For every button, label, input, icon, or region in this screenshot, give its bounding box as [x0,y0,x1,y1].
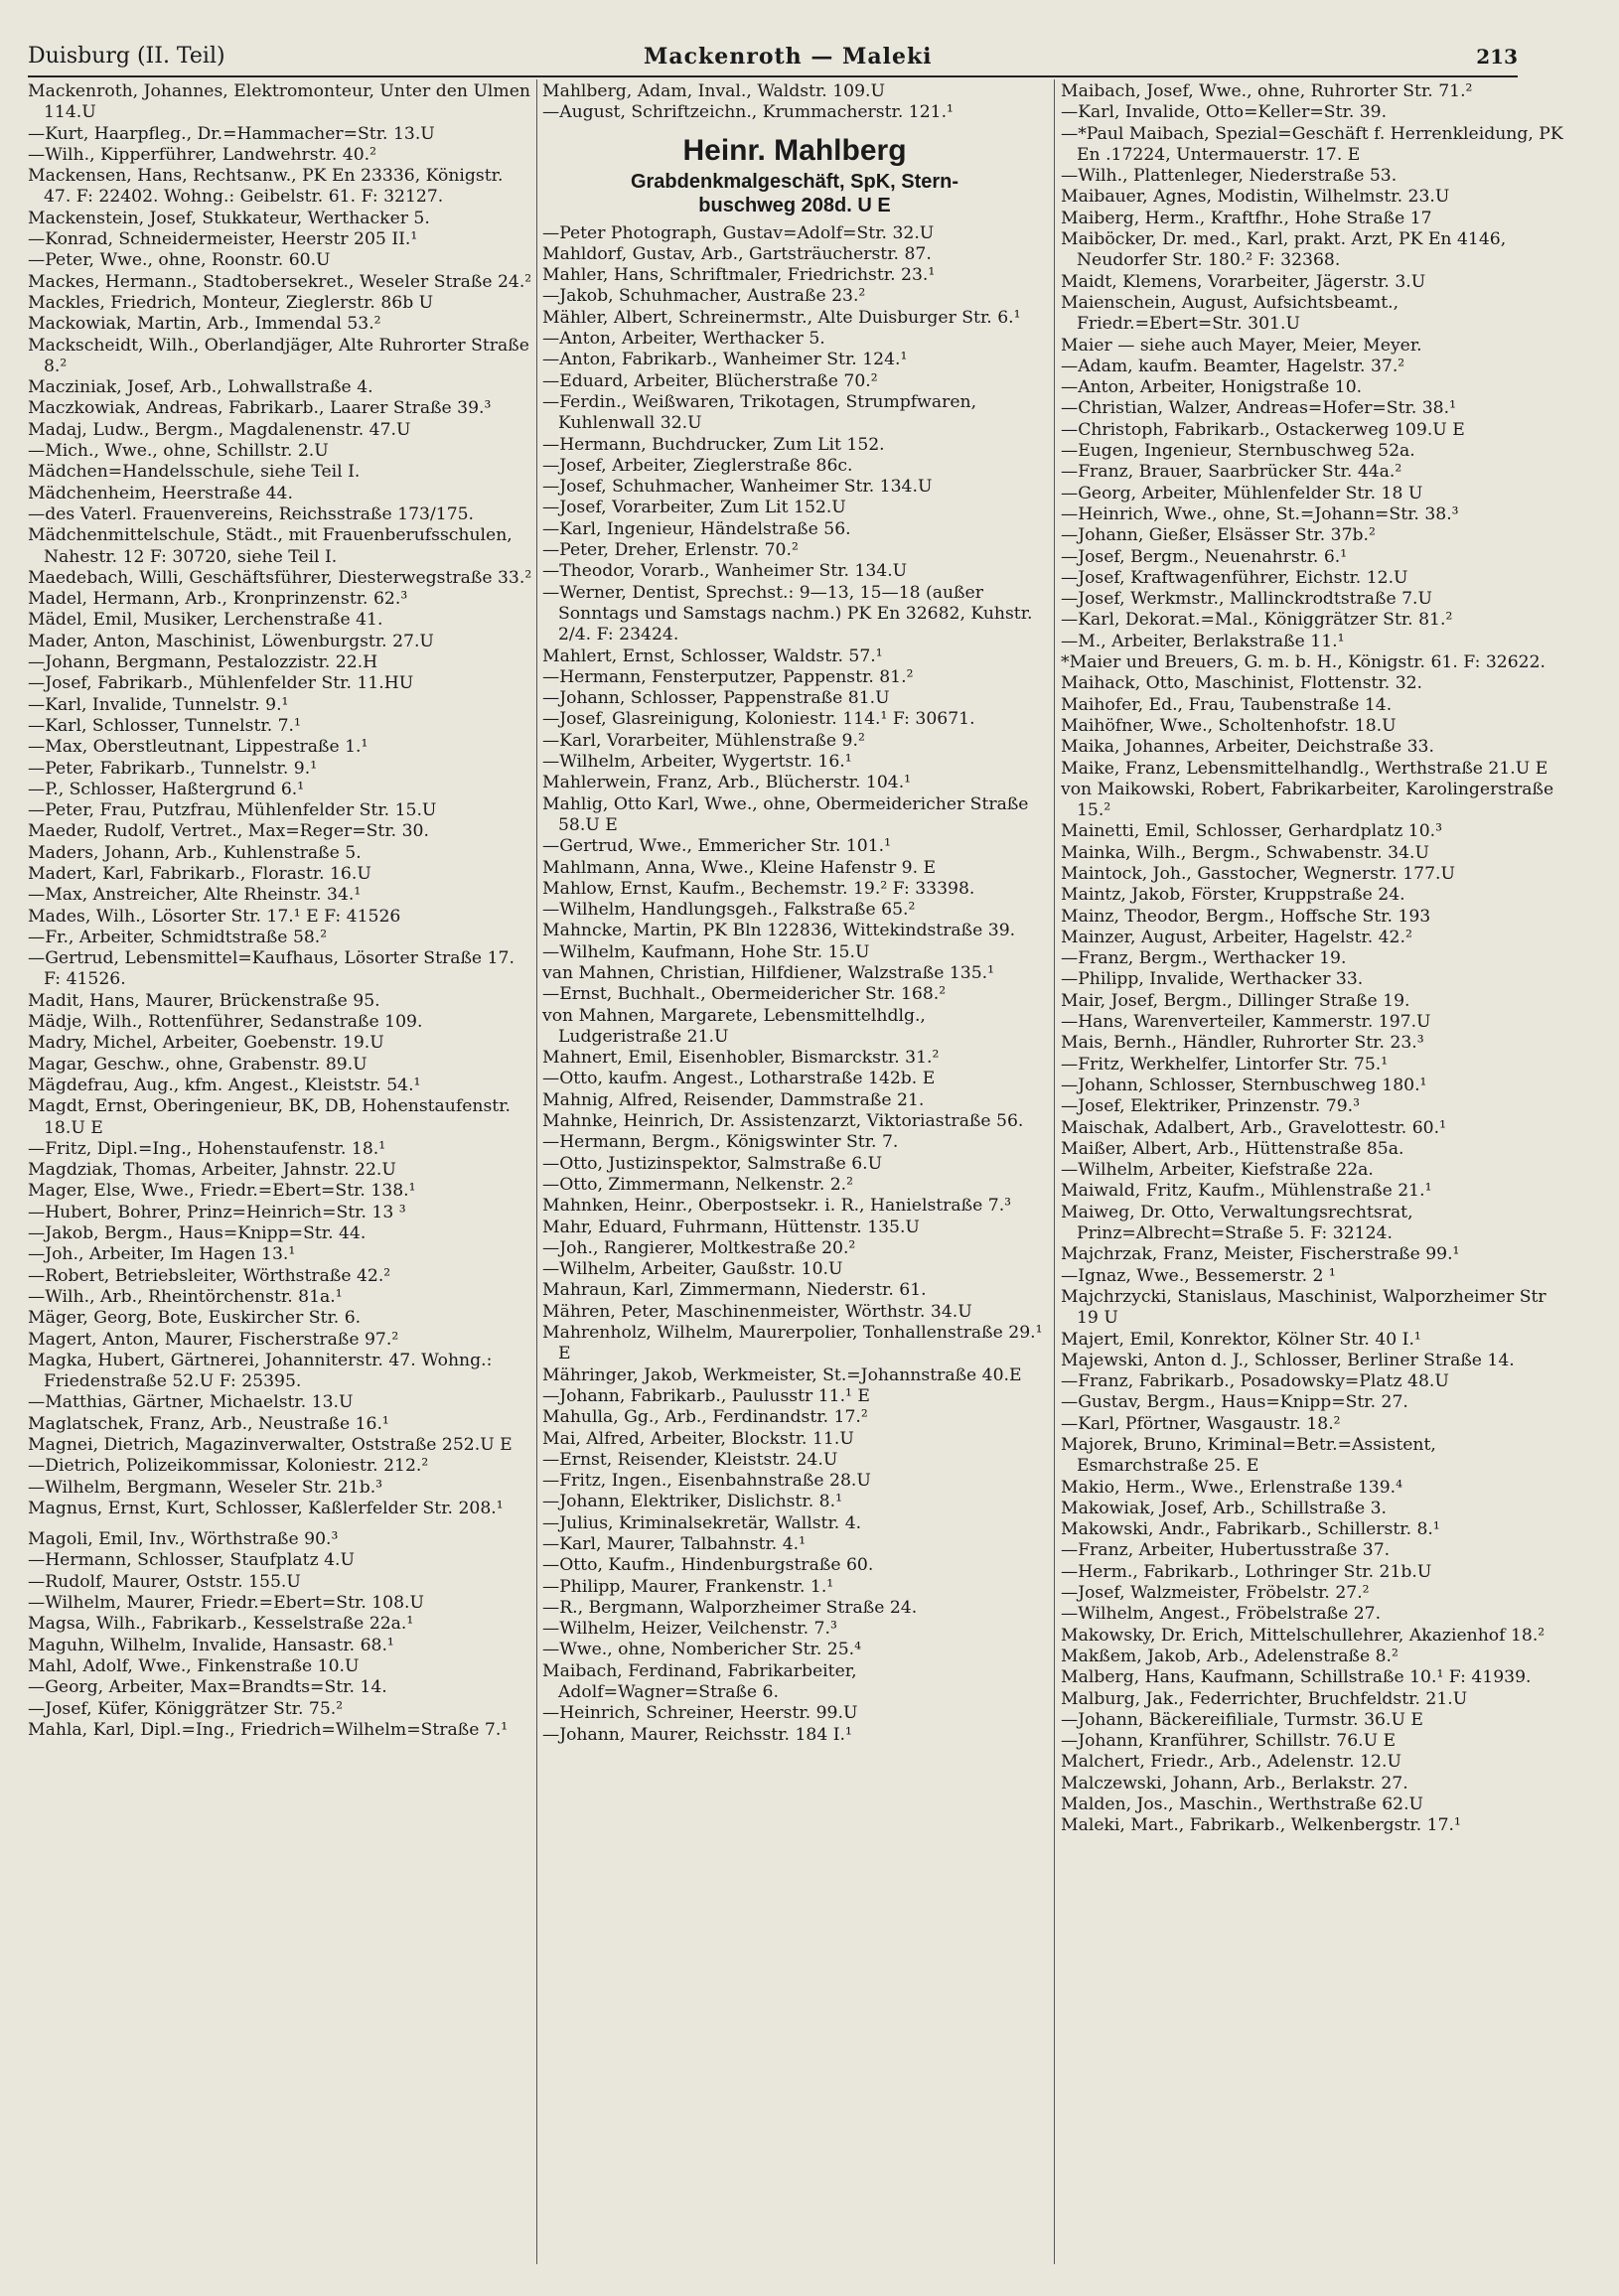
directory-entry: Mahlberg, Adam, Inval., Waldstr. 109.U [542,81,885,101]
directory-entry: —Adam, kaufm. Beamter, Hagelstr. 37.² [1061,356,1405,376]
directory-entry: —Josef, Werkmstr., Mallinckrodtstraße 7.U [1061,589,1433,610]
directory-entry: —Josef, Arbeiter, Zieglerstraße 86c. [542,455,853,476]
directory-entry: —Karl, Pförtner, Wasgaustr. 18.² [1061,1413,1341,1434]
directory-entry: —Peter, Wwe., ohne, Roonstr. 60.U [28,250,331,271]
directory-entry: —Karl, Dekorat.=Mal., Königgrätzer Str. 81.² [1061,610,1453,631]
directory-entry: Majewski, Anton d. J., Schlosser, Berliner Straße 14. [1061,1350,1515,1370]
directory-entry: Maihöfner, Wwe., Scholtenhofstr. 18.U [1061,715,1397,736]
directory-entry: —Anton, Fabrikarb., Wanheimer Str. 124.¹ [542,350,908,370]
directory-entry: —des Vaterl. Frauenvereins, Reichsstraße 173/175. [28,503,475,524]
header-name-range: Mackenroth — Maleki [644,44,933,70]
column-2 [542,81,1047,2266]
directory-entry: —Hubert, Bohrer, Prinz=Heinrich=Str. 13 ³ [28,1202,406,1222]
directory-entry: —Karl, Ingenieur, Händelstraße 56. [542,518,851,539]
directory-entry: Mahulla, Gg., Arb., Ferdinandstr. 17.² [542,1407,868,1428]
directory-entry: —Franz, Fabrikarb., Posadowsky=Platz 48.U [1061,1371,1449,1392]
directory-entry: —M., Arbeiter, Berlakstraße 11.¹ [1061,631,1345,651]
directory-entry: Mahrenholz, Wilhelm, Maurerpolier, Tonhallenstraße 29.¹ E [542,1323,1043,1364]
directory-entry: Maders, Johann, Arb., Kuhlenstraße 5. [28,842,362,863]
directory-entry: Madel, Hermann, Arb., Kronprinzenstr. 62.³ [28,589,408,610]
directory-entry: —Otto, Kaufm., Hindenburgstraße 60. [542,1555,874,1576]
directory-entry: —Herm., Fabrikarb., Lothringer Str. 21b.U [1061,1561,1432,1582]
mahlberg-advertisement [542,132,1047,217]
directory-entry: —Hermann, Buchdrucker, Zum Lit 152. [542,434,885,455]
directory-entry: Maibach, Josef, Wwe., ohne, Ruhrorter Str. 71.² [1061,81,1473,101]
directory-entry: Maeder, Rudolf, Vertret., Max=Reger=Str. 30. [28,821,429,842]
directory-entry: —Gustav, Bergm., Haus=Knipp=Str. 27. [1061,1392,1408,1413]
directory-entry: Mahlow, Ernst, Kaufm., Bechemstr. 19.² F: 33398. [542,878,975,899]
directory-entry: Maiböcker, Dr. med., Karl, prakt. Arzt, PK En 4146, Neudorfer Str. 180.² F: 32368. [1061,229,1507,271]
directory-entry: von Maikowski, Robert, Fabrikarbeiter, Karolingerstraße 15.² [1061,779,1554,821]
column-1 [28,81,532,2266]
directory-entry: Magsa, Wilh., Fabrikarb., Kesselstraße 22a.¹ [28,1614,414,1635]
directory-entry: —Karl, Maurer, Talbahnstr. 4.¹ [542,1534,807,1554]
directory-entry: Makowski, Andr., Fabrikarb., Schillerstr. 8.¹ [1061,1519,1440,1540]
directory-entry: —Konrad, Schneidermeister, Heerstr 205 II.¹ [28,229,418,250]
directory-entry: —Hermann, Bergm., Königswinter Str. 7. [542,1132,899,1153]
directory-entry: Maintock, Joh., Gasstocher, Wegnerstr. 177.U [1061,863,1455,884]
directory-entry: —Franz, Arbeiter, Hubertusstraße 37. [1061,1540,1391,1561]
directory-entry: —Wilhelm, Arbeiter, Gaußstr. 10.U [542,1259,843,1280]
directory-entry: Magoli, Emil, Inv., Wörthstraße 90.³ [28,1529,339,1550]
directory-entry: Mähren, Peter, Maschinenmeister, Wörthstr. 34.U [542,1301,972,1322]
directory-entry: Magdt, Ernst, Oberingenieur, BK, DB, Hohenstaufenstr. 18.U E [28,1096,511,1138]
directory-entry: Maibach, Ferdinand, Fabrikarbeiter, Adolf=Wagner=Straße 6. [542,1660,857,1703]
directory-entry: —Johann, Elektriker, Dislichstr. 8.¹ [542,1492,842,1512]
directory-entry: —Peter Photograph, Gustav=Adolf=Str. 32.U [542,222,935,243]
directory-entry: Makowsky, Dr. Erich, Mittelschullehrer, Akazienhof 18.² [1061,1625,1545,1646]
directory-entry: —Josef, Schuhmacher, Wanheimer Str. 134.U [542,477,933,498]
directory-entry: Maczkowiak, Andreas, Fabrikarb., Laarer Straße 39.³ [28,398,492,419]
directory-entry: Maiberg, Herm., Kraftfhr., Hohe Straße 17 [1061,208,1432,228]
directory-entry: Magka, Hubert, Gärtnerei, Johanniterstr. 47. Wohng.: Friedenstraße 52.U F: 25395. [28,1350,493,1392]
directory-entry: Maißer, Albert, Arb., Hüttenstraße 85a. [1061,1138,1404,1159]
directory-entry: —Franz, Brauer, Saarbrücker Str. 44a.² [1061,462,1402,483]
directory-entry: Mackenstein, Josef, Stukkateur, Werthacker 5. [28,208,430,228]
directory-entry: Maihack, Otto, Maschinist, Flottenstr. 32. [1061,673,1423,694]
directory-entry: —Johann, Schlosser, Pappenstraße 81.U [542,688,890,709]
directory-entry: Maienschein, August, Aufsichtsbeamt., Friedr.=Ebert=Str. 301.U [1061,292,1399,335]
directory-entry: —Karl, Schlosser, Tunnelstr. 7.¹ [28,715,301,736]
advert-line-2: buschweg 208d. U E [698,194,891,216]
directory-entry: —Wilhelm, Kaufmann, Hohe Str. 15.U [542,941,870,962]
directory-entry: —Joh., Rangierer, Moltkestraße 20.² [542,1237,856,1258]
directory-entry: Madry, Michel, Arbeiter, Goebenstr. 19.U [28,1033,384,1054]
directory-entry: Maintz, Jakob, Förster, Kruppstraße 24. [1061,885,1405,906]
directory-entry: Mades, Wilh., Lösorter Str. 17.¹ E F: 41526 [28,906,401,927]
directory-entry: —Johann, Bergmann, Pestalozzistr. 22.H [28,652,378,673]
directory-entry: Maguhn, Wilhelm, Invalide, Hansastr. 68.¹ [28,1635,394,1655]
directory-entry: —Josef, Bergm., Neuenahrstr. 6.¹ [1061,546,1348,567]
directory-entry: Mai, Alfred, Arbeiter, Blockstr. 11.U [542,1428,854,1449]
directory-entry: —Wilhelm, Maurer, Friedr.=Ebert=Str. 108.U [28,1593,425,1614]
directory-entry: Mädchenheim, Heerstraße 44. [28,483,293,503]
directory-entry: —Max, Anstreicher, Alte Rheinstr. 34.¹ [28,885,362,906]
directory-entry: Mainzer, August, Arbeiter, Hagelstr. 42.² [1061,927,1412,947]
directory-entry: Magert, Anton, Maurer, Fischerstraße 97.² [28,1329,399,1350]
directory-entry: —Dietrich, Polizeikommissar, Koloniestr. 212.² [28,1456,429,1477]
directory-entry: Maihofer, Ed., Frau, Taubenstraße 14. [1061,694,1393,715]
directory-entry: Maglatschek, Franz, Arb., Neustraße 16.¹ [28,1413,389,1434]
directory-entry: —Johann, Bäckereifiliale, Turmstr. 36.U E [1061,1709,1423,1730]
directory-entry: Mahnert, Emil, Eisenhobler, Bismarckstr. 31.² [542,1048,940,1069]
directory-entry: —Christoph, Fabrikarb., Ostackerweg 109.U E [1061,419,1465,440]
directory-entry: Magnus, Ernst, Kurt, Schlosser, Kaßlerfelder Str. 208.¹ [28,1498,504,1518]
directory-entry: —Kurt, Haarpfleg., Dr.=Hammacher=Str. 13.U [28,123,435,144]
directory-entry: Mader, Anton, Maschinist, Löwenburgstr. 27.U [28,631,434,651]
directory-entry: —Georg, Arbeiter, Mühlenfelder Str. 18 U [1061,483,1423,503]
directory-entry: —Heinrich, Schreiner, Heerstr. 99.U [542,1703,858,1724]
directory-entry: Mais, Bernh., Händler, Ruhrorter Str. 23.³ [1061,1033,1424,1054]
directory-entry: —Karl, Invalide, Tunnelstr. 9.¹ [28,694,289,715]
directory-entry: —Heinrich, Wwe., ohne, St.=Johann=Str. 38.³ [1061,503,1459,524]
directory-entry: —Johann, Maurer, Reichsstr. 184 I.¹ [542,1724,852,1745]
directory-entry: Magar, Geschw., ohne, Grabenstr. 89.U [28,1054,368,1075]
directory-entry: Makßem, Jakob, Arb., Adelenstraße 8.² [1061,1646,1398,1666]
directory-entry: Magnei, Dietrich, Magazinverwalter, Oststraße 252.U E [28,1435,513,1455]
directory-entry: Mädje, Wilh., Rottenführer, Sedanstraße 109. [28,1012,423,1033]
directory-entry: —Otto, Justizinspektor, Salmstraße 6.U [542,1153,883,1174]
directory-entry: Mainka, Wilh., Bergm., Schwabenstr. 34.U [1061,842,1429,863]
directory-entry: —Hermann, Schlosser, Staufplatz 4.U [28,1550,355,1571]
directory-entry: —Peter, Fabrikarb., Tunnelstr. 9.¹ [28,758,318,779]
directory-entry: Mackowiak, Martin, Arb., Immendal 53.² [28,314,381,335]
directory-entry: —August, Schriftzeichn., Krummacherstr. 121.¹ [542,102,954,123]
page-header [28,42,1518,77]
directory-entry: —Mich., Wwe., ohne, Schillstr. 2.U [28,441,329,462]
directory-entry: Mahlig, Otto Karl, Wwe., ohne, Obermeidericher Straße 58.U E [542,793,1029,835]
directory-entry: Magdziak, Thomas, Arbeiter, Jahnstr. 22.U [28,1160,396,1181]
directory-entry: —Julius, Kriminalsekretär, Wallstr. 4. [542,1512,862,1533]
directory-entry: —Anton, Arbeiter, Werthacker 5. [542,329,825,350]
directory-entry: Malburg, Jak., Federrichter, Bruchfeldstr. 21.U [1061,1688,1468,1709]
directory-entry: —Ferdin., Weißwaren, Trikotagen, Strumpfwaren, Kuhlenwall 32.U [542,391,977,434]
directory-entry: Malberg, Hans, Kaufmann, Schillstraße 10.¹ F: 41939. [1061,1667,1532,1688]
directory-entry: —Josef, Küfer, Königgrätzer Str. 75.² [28,1698,344,1719]
directory-entry: —Otto, Zimmermann, Nelkenstr. 2.² [542,1174,854,1195]
directory-entry: —Matthias, Gärtner, Michaelstr. 13.U [28,1392,354,1413]
directory-entry: —Philipp, Invalide, Werthacker 33. [1061,969,1364,990]
directory-entry: Mahla, Karl, Dipl.=Ing., Friedrich=Wilhelm=Straße 7.¹ [28,1719,509,1740]
directory-entry: Malchert, Friedr., Arb., Adelenstr. 12.U [1061,1752,1401,1773]
directory-entry: Majchrzak, Franz, Meister, Fischerstraße 99.¹ [1061,1244,1460,1265]
directory-entry: —Fr., Arbeiter, Schmidtstraße 58.² [28,927,328,947]
directory-entry: Mäger, Georg, Bote, Euskircher Str. 6. [28,1308,362,1329]
directory-entry: —Georg, Arbeiter, Max=Brandts=Str. 14. [28,1677,387,1698]
directory-entry: —Max, Oberstleutnant, Lippestraße 1.¹ [28,737,368,758]
advert-line-1: Grabdenkmalgeschäft, SpK, Stern- [630,170,959,193]
directory-entry: Mädchen=Handelsschule, siehe Teil I. [28,462,361,483]
directory-entry: Mahnig, Alfred, Reisender, Dammstraße 21. [542,1089,925,1110]
directory-entry: —Wwe., ohne, Nombericher Str. 25.⁴ [542,1640,861,1660]
directory-entry: —Anton, Arbeiter, Honigstraße 10. [1061,377,1363,398]
directory-entry: *Maier und Breuers, G. m. b. H., Königstr. 61. F: 32622. [1061,652,1545,673]
directory-entry: von Mahnen, Margarete, Lebensmittelhdlg., Ludgeristraße 21.U [542,1005,926,1047]
directory-entry: Maiwald, Fritz, Kaufm., Mühlenstraße 21.¹ [1061,1181,1432,1202]
directory-entry: —Christian, Walzer, Andreas=Hofer=Str. 38.¹ [1061,398,1456,419]
directory-entry: —Eduard, Arbeiter, Blücherstraße 70.² [542,370,878,391]
column-2-entries [542,223,1047,1746]
directory-entry: Mähler, Albert, Schreinermstr., Alte Duisburger Str. 6.¹ [542,307,1021,328]
directory-entry: Mahnke, Heinrich, Dr. Assistenzarzt, Viktoriastraße 56. [542,1111,1024,1132]
directory-entry: Mahlert, Ernst, Schlosser, Waldstr. 57.¹ [542,646,883,666]
advert-name: Heinr. Mahlberg [682,133,907,167]
directory-entry: —Werner, Dentist, Sprechst.: 9—13, 15—18 (außer Sonntags und Samstags nachm.) PK En 32682, Kuhstr. 2/4. F: 23424. [542,582,1033,646]
directory-entry: Mackscheidt, Wilh., Oberlandjäger, Alte Ruhrorter Straße 8.² [28,335,529,376]
directory-entry: —Fritz, Werkhelfer, Lintorfer Str. 75.¹ [1061,1054,1389,1075]
directory-entry: Mahraun, Karl, Zimmermann, Niederstr. 61. [542,1280,927,1301]
directory-entry: —Ernst, Reisender, Kleiststr. 24.U [542,1449,838,1470]
directory-entry: —Wilh., Plattenleger, Niederstraße 53. [1061,166,1398,187]
directory-entry: —Wilhelm, Arbeiter, Kiefstraße 22a. [1061,1160,1374,1181]
directory-entry: Mahr, Eduard, Fuhrmann, Hüttenstr. 135.U [542,1217,920,1237]
directory-entry: —Johann, Kranführer, Schillstr. 76.U E [1061,1731,1397,1752]
directory-entry: Mädel, Emil, Musiker, Lerchenstraße 41. [28,610,383,631]
directory-entry: —Wilhelm, Bergmann, Weseler Str. 21b.³ [28,1477,383,1498]
directory-entry: —Fritz, Dipl.=Ing., Hohenstaufenstr. 18.¹ [28,1138,386,1159]
directory-entry: Makowiak, Josef, Arb., Schillstraße 3. [1061,1498,1387,1518]
directory-entry: Maika, Johannes, Arbeiter, Deichstraße 33. [1061,737,1434,758]
directory-entry: Maischak, Adalbert, Arb., Gravelottestr. 60.¹ [1061,1117,1446,1138]
column-divider [1054,79,1055,2264]
directory-entry: Malczewski, Johann, Arb., Berlakstr. 27. [1061,1773,1408,1794]
directory-entry: Madaj, Ludw., Bergm., Magdalenenstr. 47.U [28,419,411,440]
directory-entry: —Wilhelm, Angest., Fröbelstraße 27. [1061,1604,1382,1625]
directory-entry: Mainetti, Emil, Schlosser, Gerhardplatz 10.³ [1061,821,1443,842]
directory-entry: Maiweg, Dr. Otto, Verwaltungsrechtsrat, Prinz=Albrecht=Straße 5. F: 32124. [1061,1202,1413,1244]
directory-entry: Maibauer, Agnes, Modistin, Wilhelmstr. 23.U [1061,187,1450,208]
directory-entry: Majchrzycki, Stanislaus, Maschinist, Walporzheimer Str 19 U [1061,1286,1546,1329]
directory-entry: Mahlmann, Anna, Wwe., Kleine Hafenstr 9. E [542,857,937,878]
directory-entry: —Johann, Gießer, Elsässer Str. 37b.² [1061,525,1376,546]
directory-entry: Mainz, Theodor, Bergm., Hoffsche Str. 193 [1061,906,1431,927]
directory-entry: —Karl, Invalide, Otto=Keller=Str. 39. [1061,102,1388,123]
directory-entry: Mackles, Friedrich, Monteur, Zieglerstr. 86b U [28,292,434,313]
directory-entry: Maier — siehe auch Mayer, Meier, Meyer. [1061,335,1422,356]
directory-entry: —Robert, Betriebsleiter, Wörthstraße 42.² [28,1265,391,1286]
directory-entry: Madert, Karl, Fabrikarb., Florastr. 16.U [28,863,371,884]
directory-entry: Maike, Franz, Lebensmittelhandlg., Werthstraße 21.U E [1061,758,1548,779]
directory-entry: Mackensen, Hans, Rechtsanw., PK En 23336, Königstr. 47. F: 22402. Wohng.: Geibelstr. 61. F: 32127. [28,166,504,208]
directory-entry: Mahler, Hans, Schriftmaler, Friedrichstr. 23.¹ [542,265,936,286]
directory-entry: Mahl, Adolf, Wwe., Finkenstraße 10.U [28,1655,360,1676]
directory-entry: Macziniak, Josef, Arb., Lohwallstraße 4. [28,377,373,398]
directory-entry: —Wilh., Kipperführer, Landwehrstr. 40.² [28,144,376,165]
directory-entry: —Theodor, Vorarb., Wanheimer Str. 134.U [542,561,908,582]
directory-entry: —Peter, Dreher, Erlenstr. 70.² [542,540,799,561]
directory-entry: —Karl, Vorarbeiter, Mühlenstraße 9.² [542,730,865,751]
directory-entry: —R., Bergmann, Walporzheimer Straße 24. [542,1597,918,1618]
directory-entry: —Wilhelm, Arbeiter, Wygertstr. 16.¹ [542,752,852,773]
directory-entry: Mahlerwein, Franz, Arb., Blücherstr. 104.¹ [542,773,912,793]
directory-entry: Madit, Hans, Maurer, Brückenstraße 95. [28,990,380,1011]
directory-entry: —Philipp, Maurer, Frankenstr. 1.¹ [542,1576,834,1597]
directory-entry: —Johann, Fabrikarb., Paulusstr 11.¹ E [542,1385,870,1406]
directory-entry: —Franz, Bergm., Werthacker 19. [1061,948,1347,969]
directory-entry: Majert, Emil, Konrektor, Kölner Str. 40 I.¹ [1061,1329,1421,1350]
directory-entry: Majorek, Bruno, Kriminal=Betr.=Assistent, Esmarchstraße 25. E [1061,1435,1436,1477]
directory-entry: —Gertrud, Lebensmittel=Kaufhaus, Lösorter Straße 17. F: 41526. [28,948,515,990]
directory-entry: —Rudolf, Maurer, Oststr. 155.U [28,1571,301,1592]
directory-entry: —Johann, Schlosser, Sternbuschweg 180.¹ [1061,1075,1427,1095]
directory-entry: van Mahnen, Christian, Hilfdiener, Walzstraße 135.¹ [542,962,994,983]
directory-entry: Malden, Jos., Maschin., Werthstraße 62.U [1061,1794,1424,1815]
directory-entry: Makio, Herm., Wwe., Erlenstraße 139.⁴ [1061,1477,1403,1498]
header-city-part: Duisburg (II. Teil) [28,44,225,69]
column-2-top-entries [542,81,1047,124]
directory-entry: Mahldorf, Gustav, Arb., Gartsträucherstr. 87. [542,243,932,264]
directory-entry: Mair, Josef, Bergm., Dillinger Straße 19. [1061,990,1410,1011]
directory-entry: Mahnken, Heinr., Oberpostsekr. i. R., Hanielstraße 7.³ [542,1196,1012,1217]
directory-entry: Mähringer, Jakob, Werkmeister, St.=Johannstraße 40.E [542,1364,1022,1385]
directory-entry: Mägdefrau, Aug., kfm. Angest., Kleiststr. 54.¹ [28,1075,421,1095]
directory-entry: Mädchenmittelschule, Städt., mit Frauenberufsschulen, Nahestr. 12 F: 30720, siehe Teil I. [28,525,513,567]
directory-entry: —Joh., Arbeiter, Im Hagen 13.¹ [28,1244,296,1265]
directory-entry: —Gertrud, Wwe., Emmericher Str. 101.¹ [542,836,892,857]
directory-entry: Mackes, Hermann., Stadtobersekret., Weseler Straße 24.² [28,271,532,292]
directory-entry: Maleki, Mart., Fabrikarb., Welkenbergstr. 17.¹ [1061,1815,1461,1836]
directory-entry: —Hermann, Fensterputzer, Pappenstr. 81.² [542,666,914,687]
directory-entry: —Ernst, Buchhalt., Obermeidericher Str. 168.² [542,984,947,1005]
directory-entry: —Josef, Kraftwagenführer, Eichstr. 12.U [1061,567,1408,588]
directory-entry: —Eugen, Ingenieur, Sternbuschweg 52a. [1061,441,1415,462]
directory-entry: Maedebach, Willi, Geschäftsführer, Diesterwegstraße 33.² [28,567,532,588]
directory-entry: —Peter, Frau, Putzfrau, Mühlenfelder Str. 15.U [28,800,437,821]
directory-entry: —Fritz, Ingen., Eisenbahnstraße 28.U [542,1471,871,1492]
directory-entry: —Josef, Vorarbeiter, Zum Lit 152.U [542,498,846,518]
directory-entry: —Hans, Warenverteiler, Kammerstr. 197.U [1061,1012,1431,1033]
directory-entry: —Jakob, Schuhmacher, Austraße 23.² [542,286,866,307]
directory-entry: —Josef, Glasreinigung, Koloniestr. 114.¹ F: 30671. [542,709,975,730]
directory-entry: —*Paul Maibach, Spezial=Geschäft f. Herrenkleidung, PK En .17224, Untermauerstr. 17. E [1061,123,1563,165]
column-divider [536,79,537,2264]
directory-entry: —P., Schlosser, Haßtergrund 6.¹ [28,779,305,799]
directory-entry: Mahncke, Martin, PK Bln 122836, Wittekindstraße 39. [542,921,1016,941]
directory-entry: —Wilhelm, Handlungsgeh., Falkstraße 65.² [542,900,916,921]
directory-entry: —Ignaz, Wwe., Bessemerstr. 2 ¹ [1061,1265,1336,1286]
column-3 [1061,81,1567,2266]
directory-entry: —Jakob, Bergm., Haus=Knipp=Str. 44. [28,1223,367,1244]
directory-entry: Maidt, Klemens, Vorarbeiter, Jägerstr. 3.U [1061,271,1426,292]
directory-entry: —Wilh., Arb., Rheintörchenstr. 81a.¹ [28,1286,343,1307]
page-number: 213 [1476,45,1518,69]
directory-entry: —Otto, kaufm. Angest., Lotharstraße 142b. E [542,1069,936,1089]
directory-entry: —Wilhelm, Heizer, Veilchenstr. 7.³ [542,1619,837,1640]
directory-entry: Mager, Else, Wwe., Friedr.=Ebert=Str. 138.¹ [28,1181,416,1202]
directory-entry: Mackenroth, Johannes, Elektromonteur, Unter den Ulmen 114.U [28,81,530,123]
directory-entry: —Josef, Walzmeister, Fröbelstr. 27.² [1061,1583,1370,1604]
directory-entry: —Josef, Elektriker, Prinzenstr. 79.³ [1061,1096,1361,1117]
directory-entry: —Josef, Fabrikarb., Mühlenfelder Str. 11.HU [28,673,414,694]
